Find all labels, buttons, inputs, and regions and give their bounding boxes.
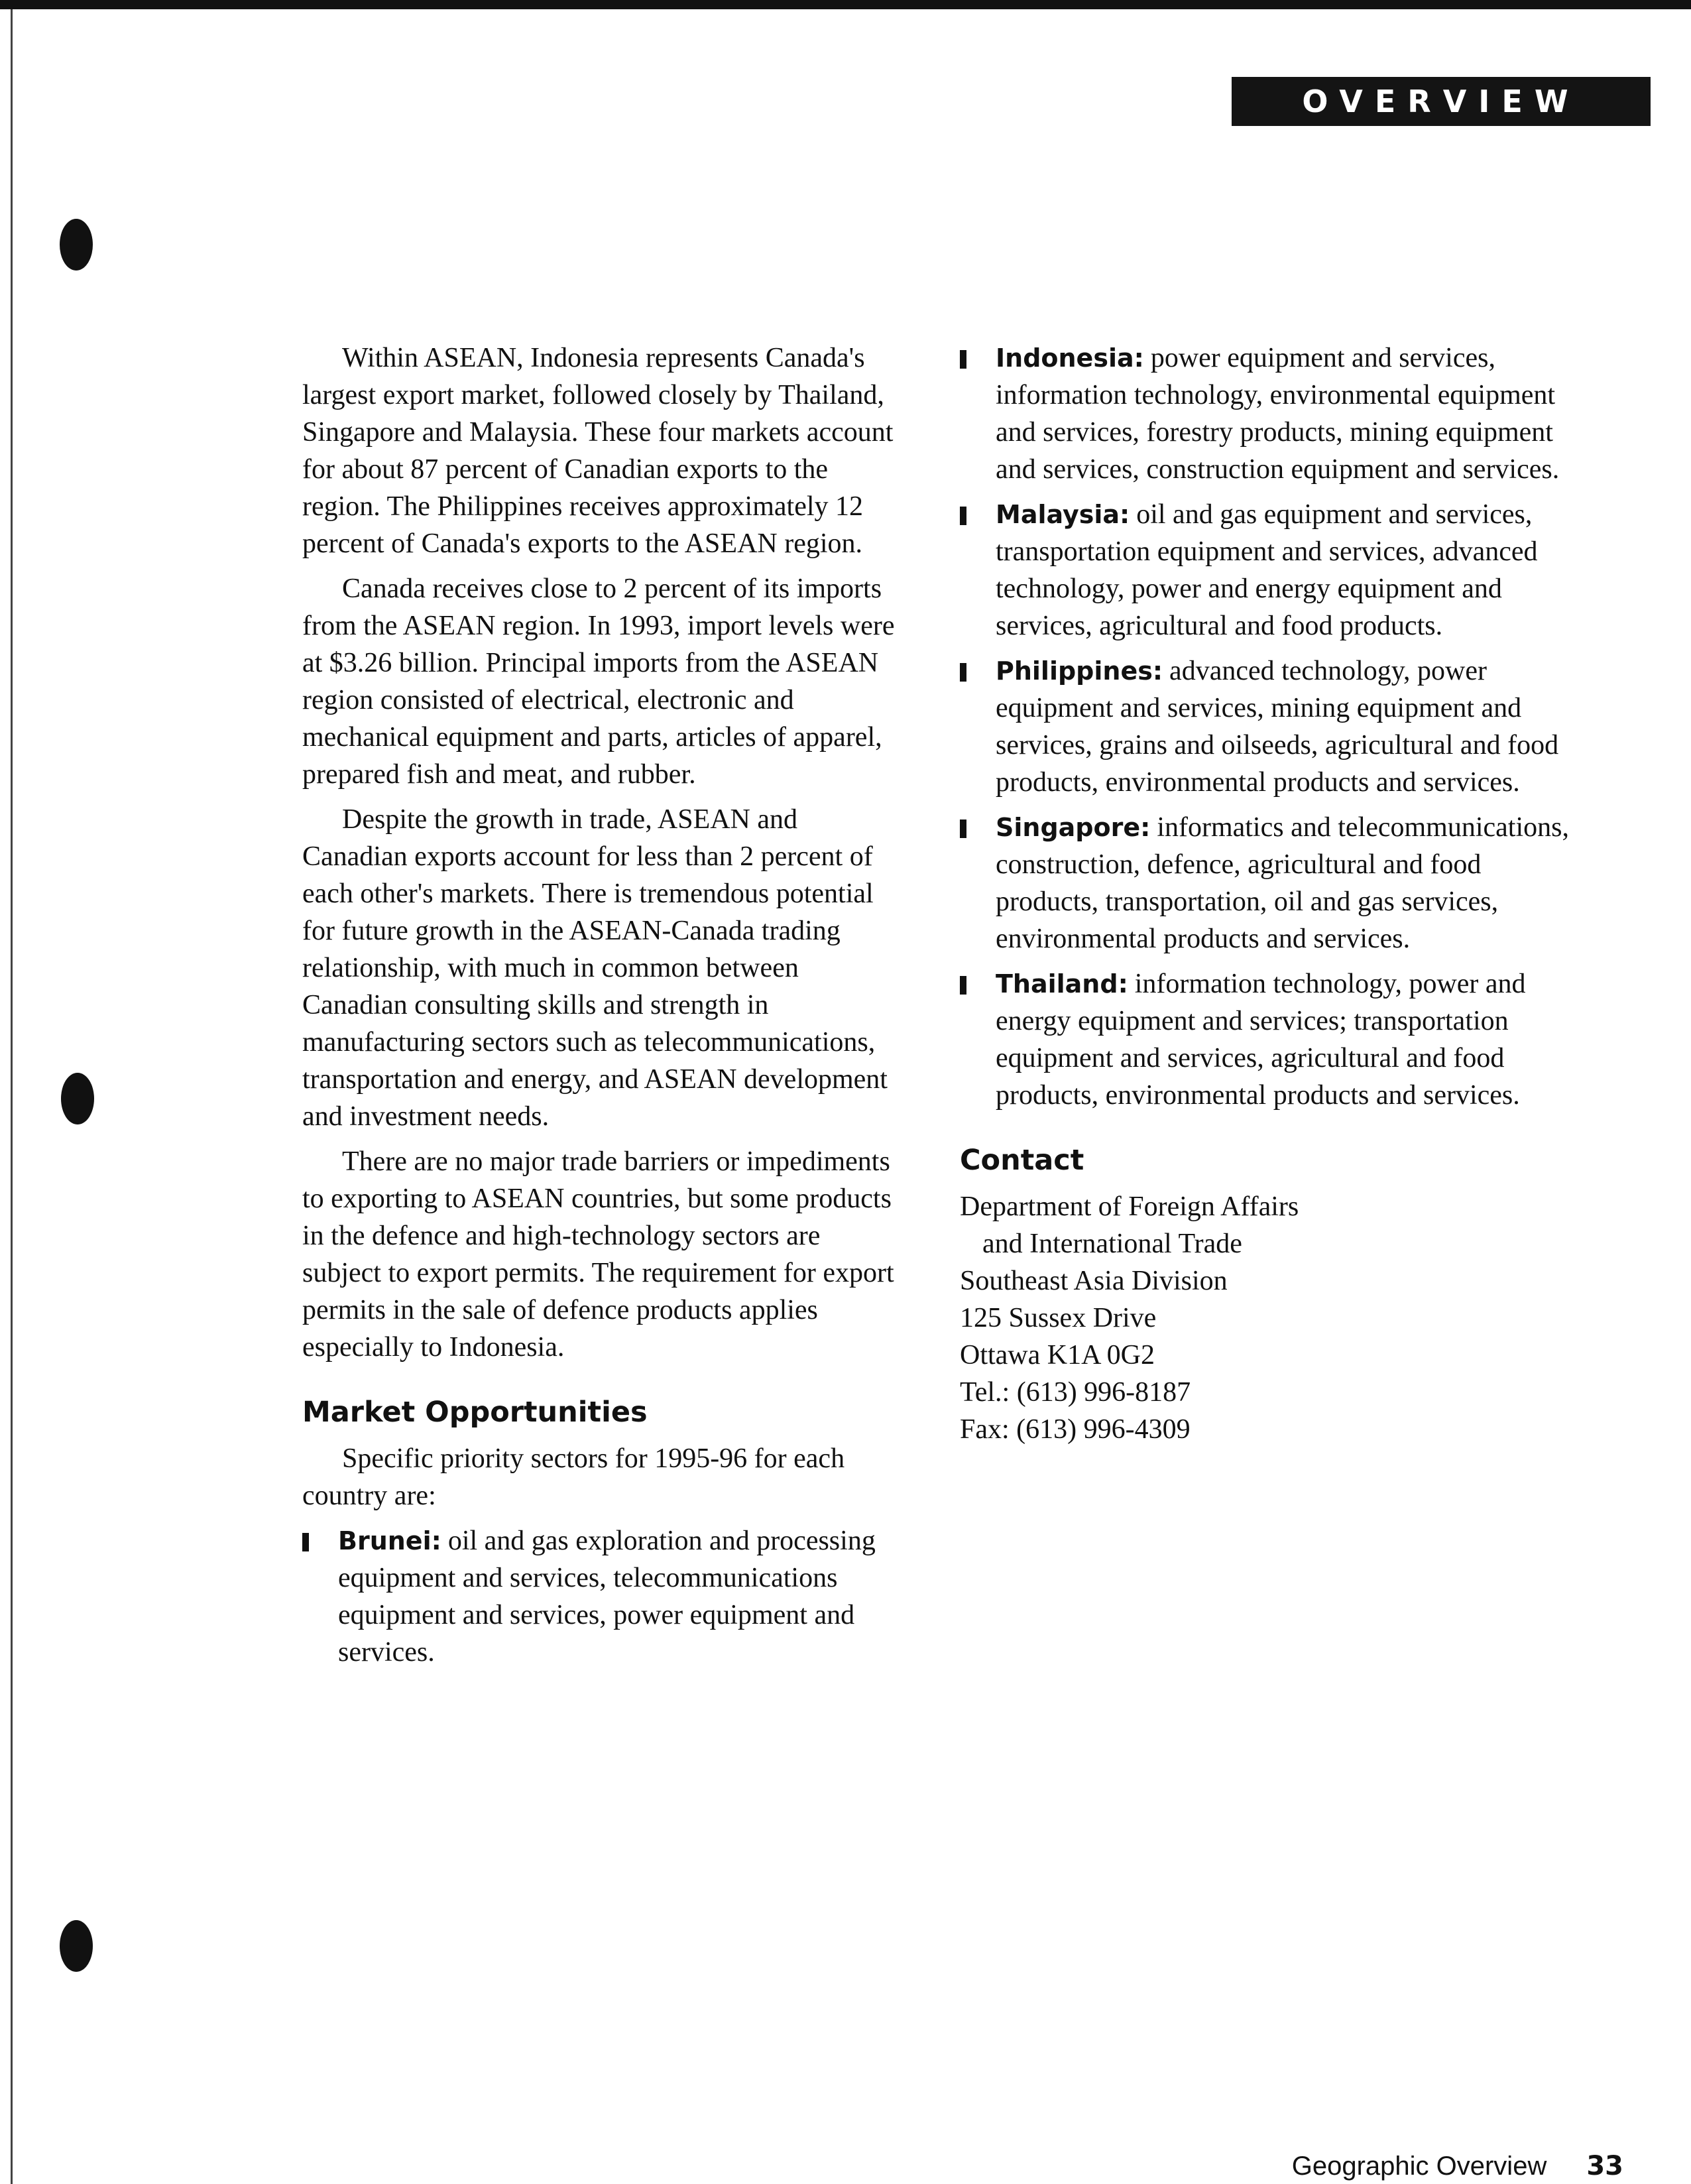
- bullet-mark: [960, 350, 966, 369]
- country-label: Thailand:: [996, 969, 1128, 999]
- contact-line: 125 Sussex Drive: [960, 1303, 1157, 1333]
- contact-block: [960, 1188, 1570, 1448]
- list-item: [960, 809, 1570, 957]
- bullet-mark: [960, 507, 966, 525]
- sector-text: oil and gas equipment and services, transportation equipment and services, advanced technology, power and energy equipment and services, agricultural and food products.: [996, 499, 1538, 641]
- punch-hole-top: [60, 219, 93, 271]
- market-intro: Specific priority sectors for 1995-96 for each country are:: [302, 1443, 845, 1511]
- paragraph-trade-barriers: There are no major trade barriers or impediments to exporting to ASEAN countries, but some products in the defence and high-technology sectors are subject to export permits. The requirement for export permits in the sale of defence products applies especially to Indonesia.: [302, 1146, 894, 1363]
- country-label: Brunei:: [338, 1526, 441, 1555]
- left-column: [302, 339, 899, 1679]
- sector-text: advanced technology, power equipment and services, mining equipment and services, grains and oilseeds, agricultural and food products, environmental products and services.: [996, 656, 1559, 798]
- contact-phone: Tel.: (613) 996-8187: [960, 1377, 1191, 1408]
- bullet-list-left: [302, 1522, 899, 1671]
- contact-heading: Contact: [960, 1144, 1084, 1177]
- list-item: [960, 652, 1570, 801]
- country-label: Indonesia:: [996, 343, 1144, 373]
- contact-line: Department of Foreign Affairs: [960, 1191, 1299, 1222]
- bullet-mark: [960, 819, 966, 838]
- bullet-mark: [960, 976, 966, 995]
- bullet-list-right: [960, 339, 1570, 1114]
- bullet-mark: [960, 663, 966, 682]
- country-label: Philippines:: [996, 656, 1163, 686]
- contact-line: Ottawa K1A 0G2: [960, 1340, 1155, 1370]
- list-item: [960, 496, 1570, 644]
- contact-fax: Fax: (613) 996-4309: [960, 1414, 1191, 1445]
- country-label: Malaysia:: [996, 500, 1130, 529]
- left-border: [11, 9, 13, 2184]
- market-opportunities-heading: Market Opportunities: [302, 1396, 648, 1429]
- contact-line: and International Trade: [982, 1229, 1242, 1259]
- punch-hole-bottom: [60, 1920, 93, 1972]
- page-number: 33: [1586, 2151, 1623, 2181]
- sector-text: informatics and telecommunications, construction, defence, agricultural and food products, transportation, oil and gas services, environmental products and services.: [996, 812, 1569, 954]
- section-header-tab: OVERVIEW: [1232, 77, 1651, 126]
- country-label: Singapore:: [996, 813, 1151, 842]
- list-item: [960, 965, 1570, 1114]
- sector-text: information technology, power and energy equipment and services; transportation equipment and services, agricultural and food products, environmental products and services.: [996, 969, 1526, 1111]
- punch-hole-middle: [61, 1073, 94, 1124]
- sector-text: power equipment and services, information technology, environmental equipment and services, forestry products, mining equipment and services, construction equipment and services.: [996, 343, 1560, 485]
- paragraph-imports: Canada receives close to 2 percent of its imports from the ASEAN region. In 1993, import levels were at $3.26 billion. Principal imports from the ASEAN region consisted of electrical, electronic and mechanical equipment and parts, articles of apparel, prepared fish and meat, and rubber.: [302, 574, 895, 790]
- footer-section-title: Geographic Overview: [1291, 2152, 1547, 2181]
- right-column: [960, 339, 1570, 1448]
- bullet-mark: [302, 1533, 309, 1551]
- sector-text: oil and gas exploration and processing equipment and services, telecommunications equipment and services, power equipment and services.: [338, 1526, 876, 1668]
- list-item: [302, 1522, 899, 1671]
- contact-line: Southeast Asia Division: [960, 1266, 1228, 1296]
- paragraph-asean-exports: Within ASEAN, Indonesia represents Canada's largest export market, followed closely by Thailand, Singapore and Malaysia. These four markets account for about 87 percent of Canadian exports to the region. The Philippines receives approximately 12 percent of Canada's exports to the ASEAN region.: [302, 343, 894, 559]
- page-footer: [1292, 2151, 1623, 2181]
- paragraph-trade-growth: Despite the growth in trade, ASEAN and Canadian exports account for less than 2 percent of each other's markets. There is tremendous potential for future growth in the ASEAN-Canada trading relationship, with much in common between Canadian consulting skills and strength in manufacturing sectors such as telecommunications, transportation and energy, and ASEAN development and investment needs.: [302, 804, 888, 1132]
- top-border: [0, 0, 1691, 9]
- list-item: [960, 339, 1570, 488]
